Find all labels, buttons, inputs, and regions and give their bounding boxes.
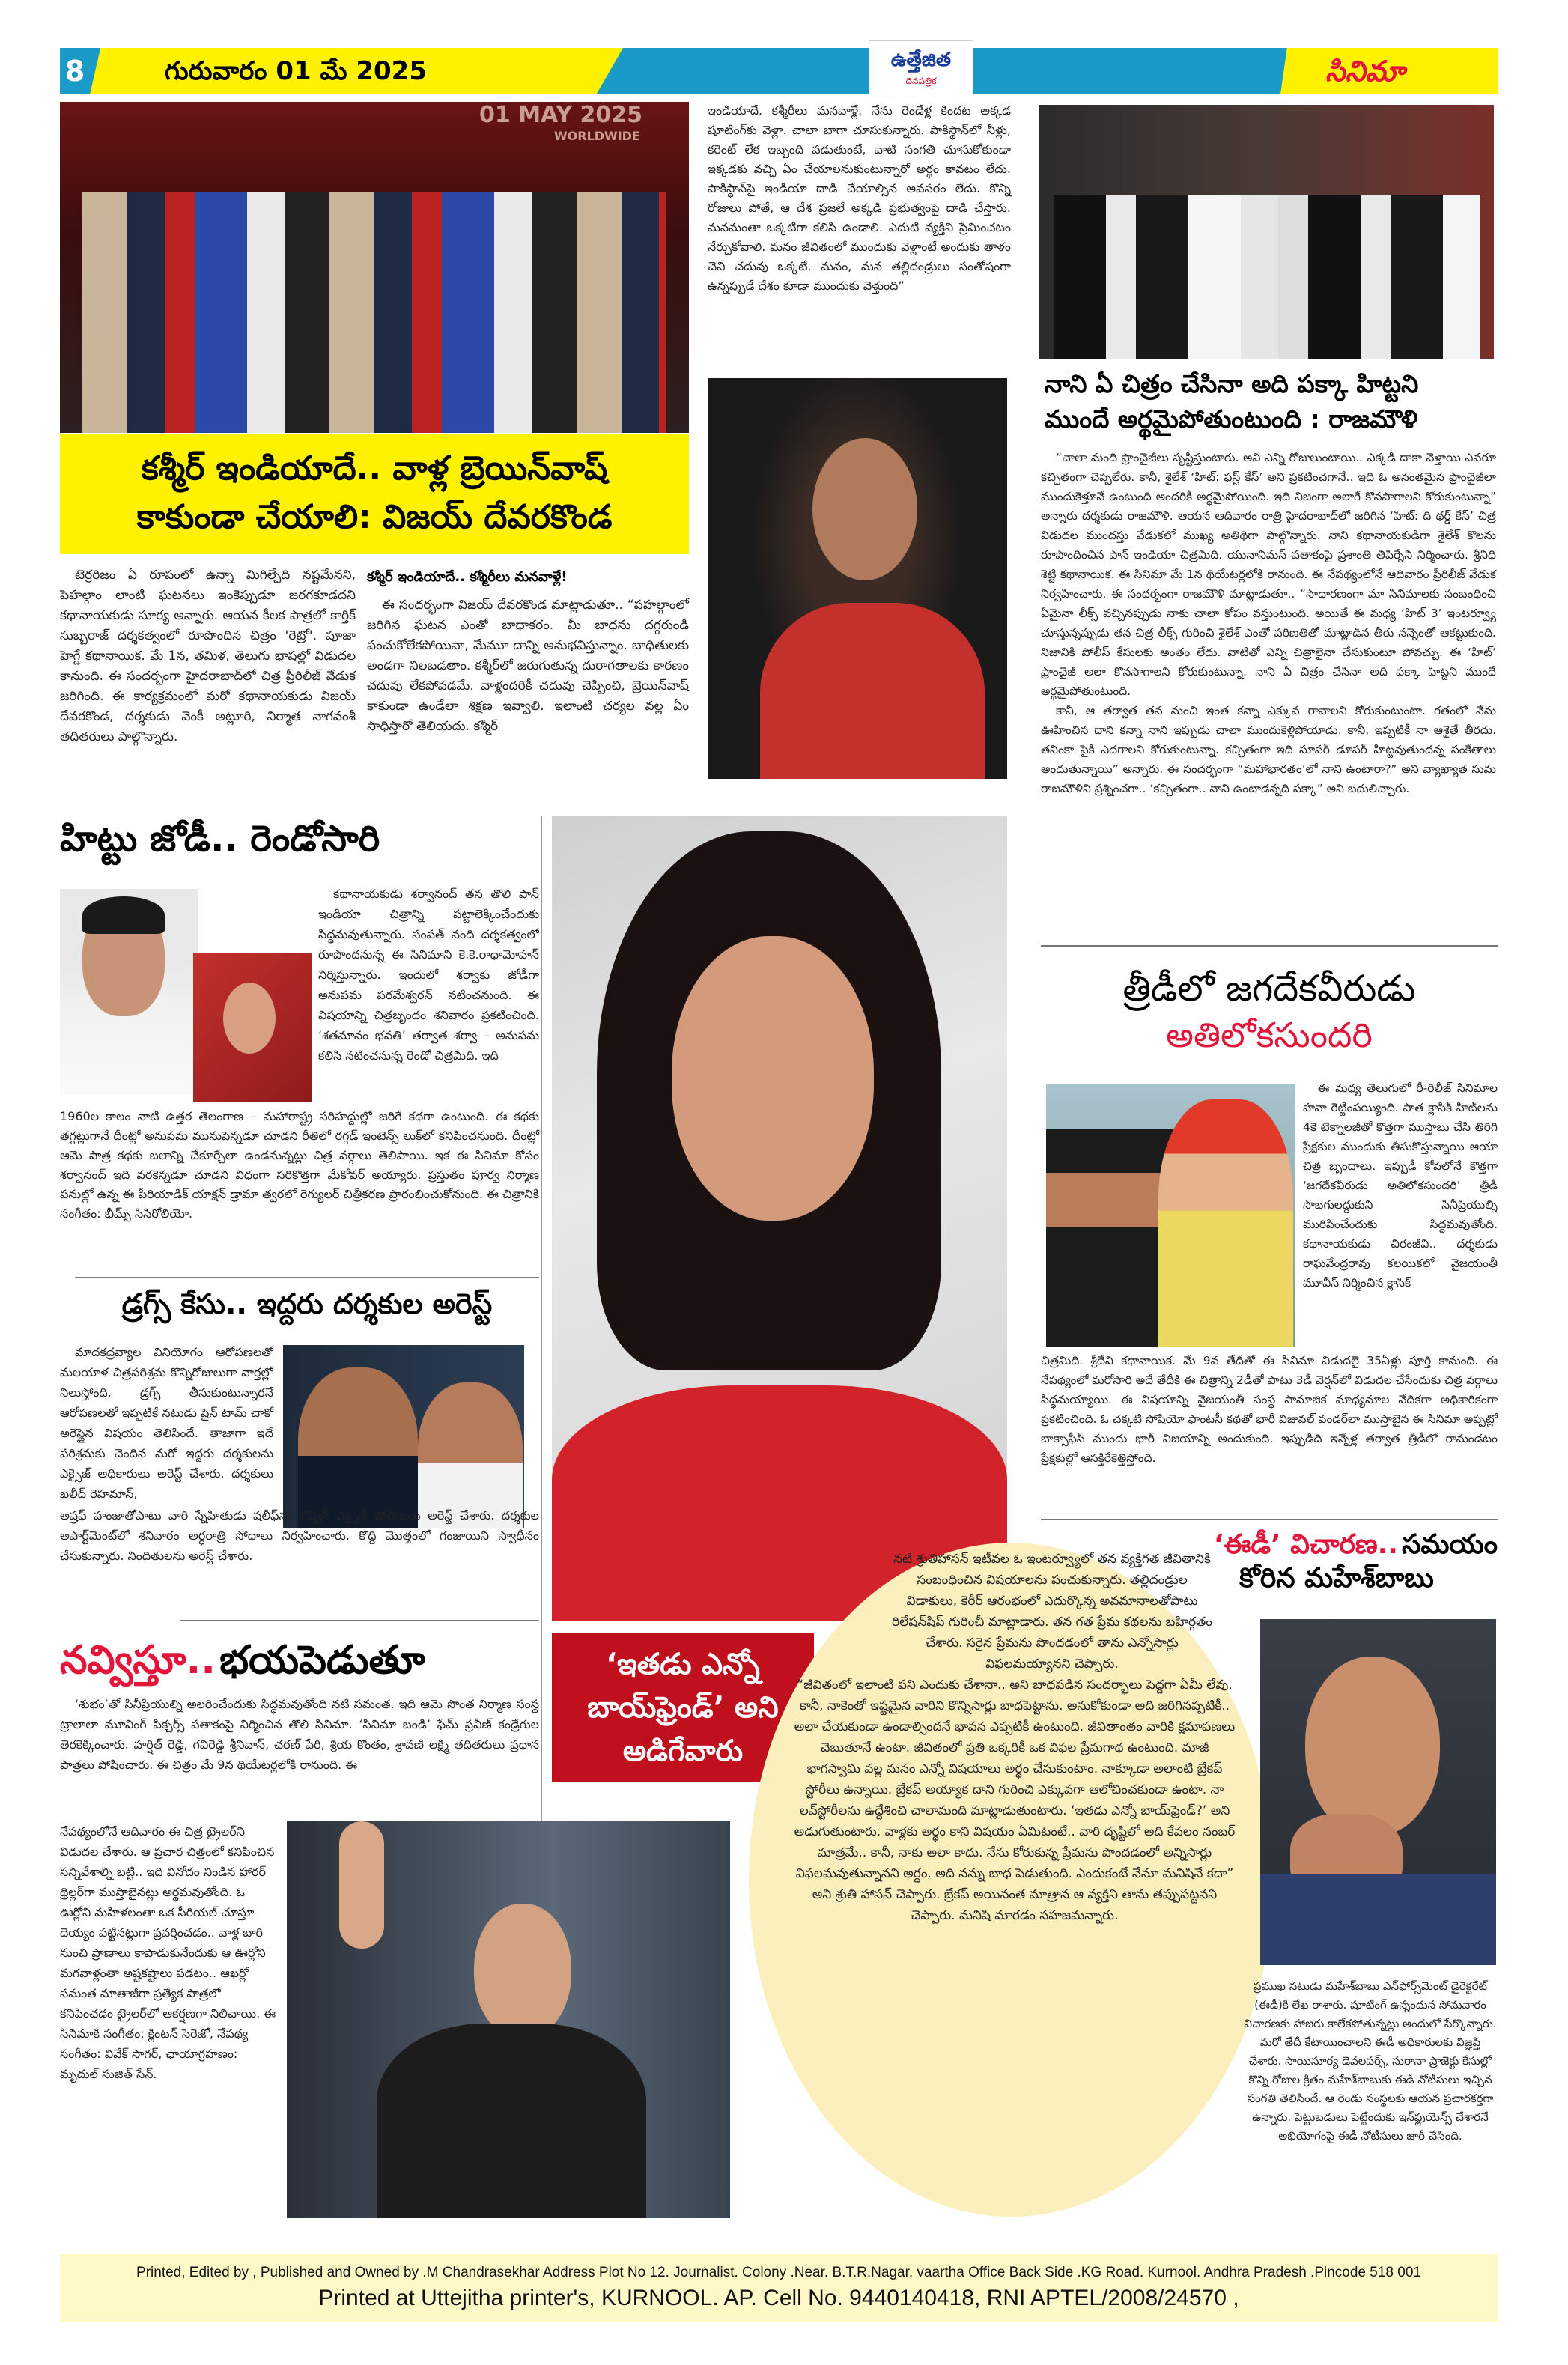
vijay-headline-line1: కశ్మీర్ ఇండియాదే.. వాళ్ల బ్రెయిన్‌వాష్ [141, 449, 608, 488]
vijay-paragraph: ఇండియాదే. కశ్మీరీలు మనవాళ్లే. నేను రెండేళ్ల కిందట అక్కడ షూటింగ్‌కు వెళ్లా. చాలా బాగా చూసుకున్నారు. పాకిస్థాన్‌లో నీళ్లు, కరెంట్ లేక ఇబ్బంది పడుతుంటే, వాటి సంగతి చూసుకోకుండా ఇక్కడకు వచ్చి ఏం చేయాలనుకుంటున్నారో అర్థం కావటం లేదు. పాకిస్థాన్‌పై ఇండియా దాడి చేయాల్సిన అవసరం లేదు. కొన్ని రోజులు పోతే, ఆ దేశ ప్రజలే అక్కడి ప్రభుత్వంపై దాడి చేస్తారు. మనమంతా ఒక్కటిగా కలిసి ఉండాలి. ఎదుటి వ్యక్తిని ప్రేమించటం నేర్చుకోవాలి. మనం జీవితంలో ముందుకు వెళ్లాంటే అందుకు తాళం చెవి చదువు ఒక్కటే. మనం, మన తల్లిదండ్రులు సంతోషంగా ఉన్నప్పుడే దేశం కూడా ముందుకు వెళ్తుంది” [708, 103, 1011, 293]
mahesh-headline-line2: కోరిన మహేశ్‌బాబు [1239, 1563, 1434, 1594]
samantha-body-narrow [60, 1821, 277, 2084]
rajamouli-headline-line2: ముందే అర్థమైపోతుంటుంది : రాజమౌళి [1045, 404, 1418, 434]
mahesh-paragraph: ప్రముఖ నటుడు మహేశ్‌బాబు ఎన్‌ఫోర్స్‌మెంట్ డైరెక్టరేట్ (ఈడీ)కి లేఖ రాశారు. షూటింగ్ ఉన్నందున సోమవారం విచారణకు హాజరు కాలేకపోతున్నట్లు అందులో పేర్కొన్నారు. మరో తేదీ కేటాయించాలని ఈడీ అధికారులకు విజ్ఞప్తి చేశారు. సాయిసూర్య డెవలపర్స్, సురానా ప్రాజెక్టు కేసుల్లో కొన్ని రోజుల క్రితం మహేశ్‌బాబుకు ఈడీ నోటీసులు ఇచ్చిన సంగతి తెలిసిందే. ఆ రెండు సంస్థలకు ఆయన ప్రచారకర్తగా ఉన్నారు. పెట్టుబడులు పెట్టేందుకు ఇన్‌ఫ్లుయెన్స్ చేశారనే అభియోగంపై ఈడీ నోటీసులు జారీ చేసింది. [1244, 1979, 1497, 2143]
jagadeka-paragraph: చిత్రమిది. శ్రీదేవి కథానాయిక. మే 9వ తేదీతో ఈ సినిమా విడుదలై 35ఏళ్లు పూర్తి కానుంది. ఈ నేపథ్యంలో మరోసారి అదే తేదీకి ఈ చిత్రాన్ని 2డీతో పాటు 3డీ వెర్షన్‌లో విడుదల చేసేందుకు చిత్ర వర్గాలు సిద్ధమయ్యాయి. ఈ విషయాన్ని వైజయంతీ సంస్థ సామాజిక మాధ్యమాల వేదికగా అధికారికంగా ప్రకటించింది. ఓ చక్కటి సోషియో ఫాంటసీ కథతో భారీ విజువల్ వండర్‌లా ముస్తాబైన ఈ సినిమా అప్పట్లో బాక్సాఫీస్ ముందు భారీ విజయాన్ని అందుకుంది. ఇప్పుడిది ఇన్నేళ్ల తర్వాత త్రీడీలో రానుండటం ప్రేక్షకుల్లో ఆసక్తిరేకెత్తిస్తోంది. [1041, 1354, 1498, 1465]
drugs-headline: డ్రగ్స్ కేసు.. ఇద్దరు దర్శకుల అరెస్ట్ [121, 1287, 493, 1320]
mahesh-babu-photo [1260, 1619, 1496, 1965]
shruti-paragraph: “జీవితంలో ఇలాంటి పని ఎందుకు చేశానా.. అని బాధపడిన సందర్భాలు పెద్దగా ఏమీ లేవు. కానీ, నాకెంతో ఇష్టమైన వారిని కొన్నిసార్లు బాధపెట్టాను. అనుకోకుండా అది జరిగినప్పటికీ.. అలా చేయకుండా ఉండాల్సిందనే భావన ఎప్పటికీ ఉంటుంది. జీవితాంతం వారికి క్షమాపణలు చెబుతూనే ఉంటా. జీవితంలో ప్రతి ఒక్కరికీ ఒక విఫల ప్రేమగాథ ఉంటుంది. మాజీ భాగస్వామి వల్ల మనం ఎన్నో విషయాలు అర్థం చేసుకుంటాం. నాక్కూడా అలాంటి బ్రేకప్ స్టోరీలు ఉన్నాయి. బ్రేకప్ అయ్యాక దాని గురించి ఎక్కువగా ఆలోచించకుండా ఉంటా. నా లవ్‌స్టోరీలను ఉద్దేశించి చాలామంది మాట్లాడుతుంటారు. ‘ఇతడు ఎన్నో బాయ్‌ఫ్రెండ్?’ అని అడుగుతుంటారు. వాళ్లకు అర్థం కాని విషయం ఏమిటంటే.. వారి దృష్టిలో అది కేవలం నంబర్ మాత్రమే.. కానీ, నాకు అలా కాదు. నేను కోరుకున్న ప్రేమను పొందడంలో అన్నిసార్లు విఫలమవుతున్నానని అర్థం. అది నన్ను బాధ పెడుతుంది. ఎందుకంటే నేనూ మనిషినే కదా” అని శ్రుతి హాసన్ చెప్పారు. బ్రేకప్ అయినంత మాత్రాన ఆ వ్యక్తిని తాను తప్పుపట్టనని చెప్పారు. మనిషి మారడం సహజమన్నారు. [794, 1678, 1236, 1923]
samantha-headline-red: నవ్విస్తూ.. [60, 1638, 216, 1683]
divider [75, 1277, 539, 1278]
rajamouli-paragraph: కానీ, ఆ తర్వాత తన నుంచి ఇంత కన్నా ఎక్కువ రావాలని కోరుకుంటుంటా. గతంలో నేను ఊహించిన దాని కన్నా నాని ఇప్పుడు చాలా ముందుకెళ్లిపోయాడు. కానీ, ఇప్పటికీ నా ఆశైతే తీరదు. తనింకా పైకి ఎదగాలని కోరుకుంటున్నా. కచ్చితంగా ఇది సూపర్ డూపర్ హిట్టవుతుందన్న సంకేతాలు అందుతున్నాయి” అన్నారు. ఈ సందర్భంగా “మహాభారతం’లో నాని ఉంటారా?” అని వ్యాఖ్యాత సుమ రాజమౌళిని ప్రశ్నించగా.. ‘కచ్చితంగా.. నాని ఉంటాడన్నది పక్కా” అని బదులిచ్చారు. [1041, 704, 1496, 795]
dark-outfit [377, 2024, 646, 2218]
samantha-body [60, 1694, 539, 1775]
rajamouli-body [1041, 448, 1496, 798]
vijay-headline-line2: కాకుండా చేయాలి: విజయ్ దేవరకొండ [136, 498, 613, 536]
poster-subtitle: WORLDWIDE [554, 129, 640, 143]
shruti-paragraph: నటి శ్రుతిహాసన్ ఇటీవల ఓ ఇంటర్వ్యూలో తన వ్యక్తిగత జీవితానికి సంబంధించిన విషయాలను పంచుకున్నారు. తల్లిదండ్రుల విడాకులు, కెరీర్ ఆరంభంలో ఎదుర్కొన్న అవమానాలతోపాటు రిలేషన్‌షిప్ గురించీ మాట్లాడారు. తన గత ప్రేమ కథలను బహిర్గతం చేశారు. సరైన ప్రేమను పొందడంలో తాను ఎన్నోసార్లు విఫలమయ్యానని చెప్పారు. [892, 1552, 1212, 1672]
drugs-paragraph: మాదకద్రవ్యాల వినియోగం ఆరోపణలతో మలయాళ చిత్రపరిశ్రమ కొన్నిరోజులుగా వార్తల్లో నిలుస్తోంది. డ్రగ్స్ తీసుకుంటున్నారనే ఆరోపణలతో ఇప్పటికే నటుడు షైన్ టామ్ చాకో అరెస్టైన విషయం తెలిసిందే. తాజాగా ఇదే పరిశ్రమకు చెందిన మరో ఇద్దరు దర్శకులను ఎక్సైజ్ అధికారులు అరెస్ట్ చేశారు. దర్శకులు ఖలీద్ రెహమాన్, [60, 1345, 273, 1501]
vijay-mic-photo [708, 378, 1007, 779]
footer-printer: Printed at Uttejitha printer's, KURNOOL. AP. Cell No. 9440140418, RNI APTEL/2008/24570 , [318, 2286, 1239, 2310]
rajamouli-headline [1045, 368, 1494, 435]
face [1305, 1657, 1440, 1836]
retro-event-photo [60, 102, 689, 433]
column-rule [541, 816, 542, 1850]
jagadeka-headline-line2: అతిలోకసుందరి [1166, 1015, 1373, 1055]
rajamouli-paragraph: “చాలా మంది ఫ్రాంచైజీలు సృష్టిస్తుంటారు. అవి ఎన్ని రోజులుంటాయి.. ఎక్కడి దాకా వెళ్తాయి ఎవరూ కచ్చితంగా చెప్పలేరు. కానీ, శైలేశ్ ‘హిట్: ఫస్ట్ కేస్’ అని ప్రకటించగానే.. ఇది ఓ అనంతమైన ఫ్రాంచైజీలా ముందుకెళ్తూనే ఉంటుంది అందరికీ అర్థమైపోయింది. ఇది నిజంగా అలాగే కొనసాగాలని కోరుకుంటున్నా” అన్నారు దర్శకుడు రాజమౌళి. ఆయన ఆదివారం రాత్రి హైదరాబాద్‌లో జరిగిన ‘హిట్: ది థర్డ్ కేస్’ చిత్ర విడుదల ముందస్తు వేడుకలో ముఖ్య అతిథిగా పాల్గొన్నారు. నాని కథానాయకుడిగా శైలేశ్ కొలను రూపొందించిన పాన్ ఇండియా చిత్రమిది. యునానిమస్ పతాకంపై ప్రశాంతి తిపిర్నేని నిర్మించారు. శ్రీనిధి శెట్టి కథానాయిక. ఈ సినిమా మే 1న థియేటర్లలోకి రానుంది. ఈ నేపథ్యంలోనే ఆదివారం ప్రీరిలీజ్ వేడుక నిర్వహించారు. ఈ సందర్భంగా రాజమౌళి మాట్లాడుతూ.. “సాధారణంగా మా సినిమాలకు సంబంధించి ఏమైనా లీక్స్ వచ్చినప్పుడు నాకు చాలా కోపం వస్తుంటుంది. అయితే ఈ మధ్య ‘హిట్ 3’ ఇంటర్వ్యూ చూస్తున్నప్పుడు తన చిత్ర లీక్స్ గురించి శైలేశ్ ఎంతో పరిణతితో మాట్లాడిన తీరు నన్నెంతో ఆకట్టుకుంది. నిజానికి పోలీస్ కేసులకు అంతం లేదు. వాటితో ఎన్ని చిత్రాలైనా చేసుకుంటూ పోవచ్చు. ఈ ‘హిట్’ ఫ్రాంచైజీ అలా కొనసాగాలని కోరుకుంటున్నా. నాని ఏ చిత్రం చేసినా అది పక్కా హిట్టని ముందే అర్థమైపోతుంటుంది. [1041, 451, 1496, 698]
shruti-body [786, 1549, 1243, 1926]
vijay-body-col2 [367, 569, 689, 737]
face [812, 438, 917, 580]
hittu-jodi-paragraph: కథానాయకుడు శర్వానంద్ తన తొలి పాన్ ఇండియా చిత్రాన్ని పట్టాలెక్కించేందుకు సిద్ధమవుతున్నారు. సంపత్ నంది దర్శకత్వంలో రూపొందనున్న ఈ సినిమాని కె.కె.రాధామోహన్ నిర్మిస్తున్నారు. ఇందులో శర్వాకు జోడీగా అనుపమ పరమేశ్వరన్ నటించనుంది. ఈ విషయాన్ని చిత్రబృందం శనివారం ప్రకటించింది. ‘శతమానం భవతి’ తర్వాత శర్వా – అనుపమ కలిసి నటించనున్న రెండో చిత్రమిది. ఇది [318, 887, 539, 1063]
rajamouli-headline-line1: నాని ఏ చిత్రం చేసినా అది పక్కా హిట్టని [1045, 369, 1419, 398]
divider [180, 1620, 539, 1621]
mahesh-headline-black: సమయం [1402, 1529, 1498, 1560]
samantha-headline-black: భయపెడుతూ [219, 1638, 425, 1683]
divider [1041, 945, 1498, 947]
vijay-paragraph: టెర్రరిజం ఏ రూపంలో ఉన్నా మిగిల్చేది నష్టమేనని, పెహల్గాం లాంటి ఘటనలు ఇంకెప్పుడూ జరగకూడదని కథానాయకుడు సూర్య అన్నారు. ఆయన కీలక పాత్రలో కార్తిక్ సుబ్బరాజ్ దర్శకత్వంలో రూపొందిన చిత్రం 'రెట్రో'. పూజా హెగ్డే కథానాయిక. మే 1న, తమిళ, తెలుగు భాషల్లో విడుదల కానుంది. ఈ సందర్భంగా హైదరాబాద్‌లో చిత్ర ప్రీరిలీజ్ వేడుక జరిగింది. ఈ కార్యక్రమంలో మరో కథానాయకుడు విజయ్ దేవరకొండ, దర్శకుడు వెంకీ అట్లూరి, నిర్మాత నాగవంశీ తదితరులు పాల్గొన్నారు. [60, 568, 356, 744]
footer [60, 2254, 1498, 2322]
masthead-bar [60, 48, 1498, 94]
vijay-body-col1 [60, 565, 356, 747]
logo-subtitle: దినపత్రిక [905, 76, 937, 86]
vijay-paragraph: ఈ సందర్భంగా విజయ్ దేవరకొండ మాట్లాడుతూ.. “పహల్గాంలో జరిగిన ఘటన ఎంతో బాధాకరం. మీ బాధను దగ్గరుండి పంచుకోలేకపోయినా, మేమూ దాన్ని అనుభవిస్తున్నాం. బాధితులకు అండగా నిలబడతాం. కశ్మీర్‌లో జరుగుతున్న దురాగతాలకు కారణం చదువు లేకపోవడమే. వాళ్లందరికీ చదువు చెప్పించి, బ్రెయిన్‌వాష్ కాకుండా ఉండేలా శిక్షణ ఇవ్వాలి. ఇలాంటి చర్యల వల్ల ఏం సాధిస్తారో తెలియదు. కశ్మీర్ [367, 597, 689, 734]
shruti-headline: ‘ఇతడు ఎన్నో బాయ్‌ఫ్రెండ్’ అని అడిగేవారు [587, 1648, 779, 1768]
mahesh-headline-red: ‘ఈడీ’ విచారణ.. [1213, 1529, 1398, 1560]
shruti-haasan-photo [552, 816, 1007, 1621]
logo [869, 40, 973, 97]
jagadeka-headline-line1: త్రీడీలో జగదేకవీరుడు [1122, 968, 1416, 1010]
samantha-photo [287, 1821, 730, 2218]
hit3-event-photo [1039, 105, 1494, 359]
vijay-subhead: కశ్మీర్ ఇండియాదే.. కశ్మీరీలు మనవాళ్లే! [367, 569, 568, 585]
samantha-paragraph: నేపథ్యంలోనే ఆదివారం ఈ చిత్ర ట్రైలర్‌ని విడుదల చేశారు. ఆ ప్రచార చిత్రంలో కనిపించిన సన్నివేశాల్ని బట్టి.. ఇది వినోదం నిండిన హారర్ థ్రిల్లర్‌గా ముస్తాబైనట్లు అర్థమవుతోంది. ఓ ఊర్లోని మహిళలంతా ఒక సీరియల్ చూస్తూ దెయ్యం పట్టినట్లుగా ప్రవర్తించడం.. వాళ్ల బారి నుంచి ప్రాణాలు కాపాడుకునేందుకు ఆ ఊర్లోని మగవాళ్లంతా అష్టకష్టాలు పడటం.. ఆఖర్లో సమంత మాతాజీగా ప్రత్యేక పాత్రలో కనిపించడం ట్రైలర్‌లో ఆకర్షణగా నిలిచాయి. ఈ సినిమాకి సంగీతం: క్లింటన్ సెరెజో, నేపథ్య సంగీతం: వివేక్ సాగర్, ఛాయాగ్రహణం: మృదుల్ సుజిత్ సేన్. [60, 1824, 276, 2081]
shirt [1260, 1874, 1496, 1965]
people-group [1054, 195, 1480, 359]
mahesh-body [1243, 1977, 1498, 2146]
jagadeka-paragraph: ఈ మధ్య తెలుగులో రీ-రిలీజ్ సినిమాల హవా రెట్టింపయ్యింది. పాత క్లాసిక్ హిట్‌లను 4కె టెక్నాలజీతో కొత్తగా ముస్తాబు చేసి తిరిగి ప్రేక్షకుల ముందుకు తీసుకొస్తున్నాయి ఆయా చిత్ర బృందాలు. ఇప్పుడీ కోవలోనే కొత్తగా ‘జగదేకవీరుడు అతిలోకసుందరి’ త్రీడీ సొబగులద్దుకుని సినీప్రియుల్ని మురిపించేందుకు సిద్ధమవుతోంది. కథానాయకుడు చిరంజీవి.. దర్శకుడు రాఘవేంద్రరావు కలయికలో వైజయంతీ మూవీస్ నిర్మించిన క్లాసిక్ [1303, 1081, 1498, 1290]
hittu-jodi-paragraph: 1960ల కాలం నాటి ఉత్తర తెలంగాణ – మహారాష్ట్ర సరిహద్దుల్లో జరిగే కథగా ఉంటుంది. ఈ కథకు తగ్గట్లుగానే దీంట్లో అనుపమ మునుపెన్నడూ చూడని రీతిలో రగ్గడ్ ఇంటెన్స్ లుక్‌లో కనిపించనుంది. దీంట్లో ఆమె పాత్ర కథకు బలాన్ని చేకూర్చేలా ఉండనున్నట్లు చిత్ర వర్గాలు తెలిపాయి. ఇక ఈ సినిమా కోసం శర్వానంద్ ఇది వరకెన్నడూ చూడని విధంగా సరికొత్తగా మేకోవర్ అయ్యారు. ప్రస్తుతం పూర్వ నిర్మాణ పనుల్లో ఉన్న ఈ పీరియాడిక్ యాక్షన్ డ్రామా త్వరలో రెగ్యులర్ చిత్రీకరణ ప్రారంభించుకోనుంది. ఈ చిత్రానికి సంగీతం: భీమ్స్ సిసిరోలియో. [60, 1109, 539, 1221]
samantha-paragraph: ‘శుభం’తో సినీప్రియుల్ని అలరించేందుకు సిద్ధమవుతోంది నటి సమంత. ఇది ఆమె సొంత నిర్మాణ సంస్థ ట్రాలాలా మూవింగ్ పిక్చర్స్ పతాకంపై నిర్మించిన తొలి సినిమా. ‘సినిమా బండి’ ఫేమ్ ప్రవీణ్ కండ్రేగుల తెరకెక్కించారు. హర్షిత్ రెడ్డి, గవిరెడ్డి శ్రీనివాస్, చరణ్ పేరి, శ్రియ కొంతం, శ్రావణి లక్ష్మి తదితరులు ప్రధాన పాత్రలు పోషించారు. ఈ చిత్రం మే 9న థియేటర్లలోకి రానుంది. ఈ [60, 1697, 539, 1772]
jagadeka-body [1041, 1078, 1498, 1468]
face [672, 936, 874, 1221]
logo-title: ఉత్తేజిత [890, 49, 952, 71]
vijay-headline-box [60, 434, 689, 554]
divider [1041, 1519, 1498, 1520]
raised-hand [339, 1821, 384, 1949]
jagadeka-headline [1041, 966, 1498, 1057]
hittu-jodi-headline: హిట్టు జోడీ.. రెండోసారి [60, 818, 380, 860]
red-shirt [760, 603, 985, 779]
footer-imprint: Printed, Edited by , Published and Owned by .M Chandrasekhar Address Plot No 12. Journalist. Colony .Near. B.T.R.Nagar. vaartha Office Back Side .KG Road. Kurnool. Andhra Pradesh .Pincode 518 001 [136, 2265, 1421, 2280]
date: గురువారం 01 మే 2025 [165, 56, 427, 86]
people-group [82, 192, 666, 433]
page-number: 8 [64, 55, 85, 88]
drugs-paragraph: అష్రఫ్ హంజాతోపాటు వారి స్నేహితుడు షలీఫ్‌ను కొచ్చిన్ ఎక్సైజ్ పోలీసులు అరెస్ట్ చేశారు. దర్శకుల అపార్ట్‌మెంట్‌లో శనివారం అర్ధరాత్రి సోదాలు నిర్వహించారు. కొద్ది మొత్తంలో గంజాయిని స్వాధీనం చేసుకున్నారు. నిందితులను అరెస్ట్ చేశారు. [60, 1508, 539, 1563]
section-title: సినిమా [1325, 55, 1405, 88]
face [474, 1904, 571, 2038]
poster-date: 01 MAY 2025 [479, 102, 643, 128]
vijay-body-col3 [708, 101, 1011, 296]
hittu-jodi-body [60, 884, 539, 1224]
mahesh-headline [1131, 1528, 1498, 1595]
samantha-headline [60, 1636, 425, 1685]
drugs-body [60, 1342, 539, 1566]
